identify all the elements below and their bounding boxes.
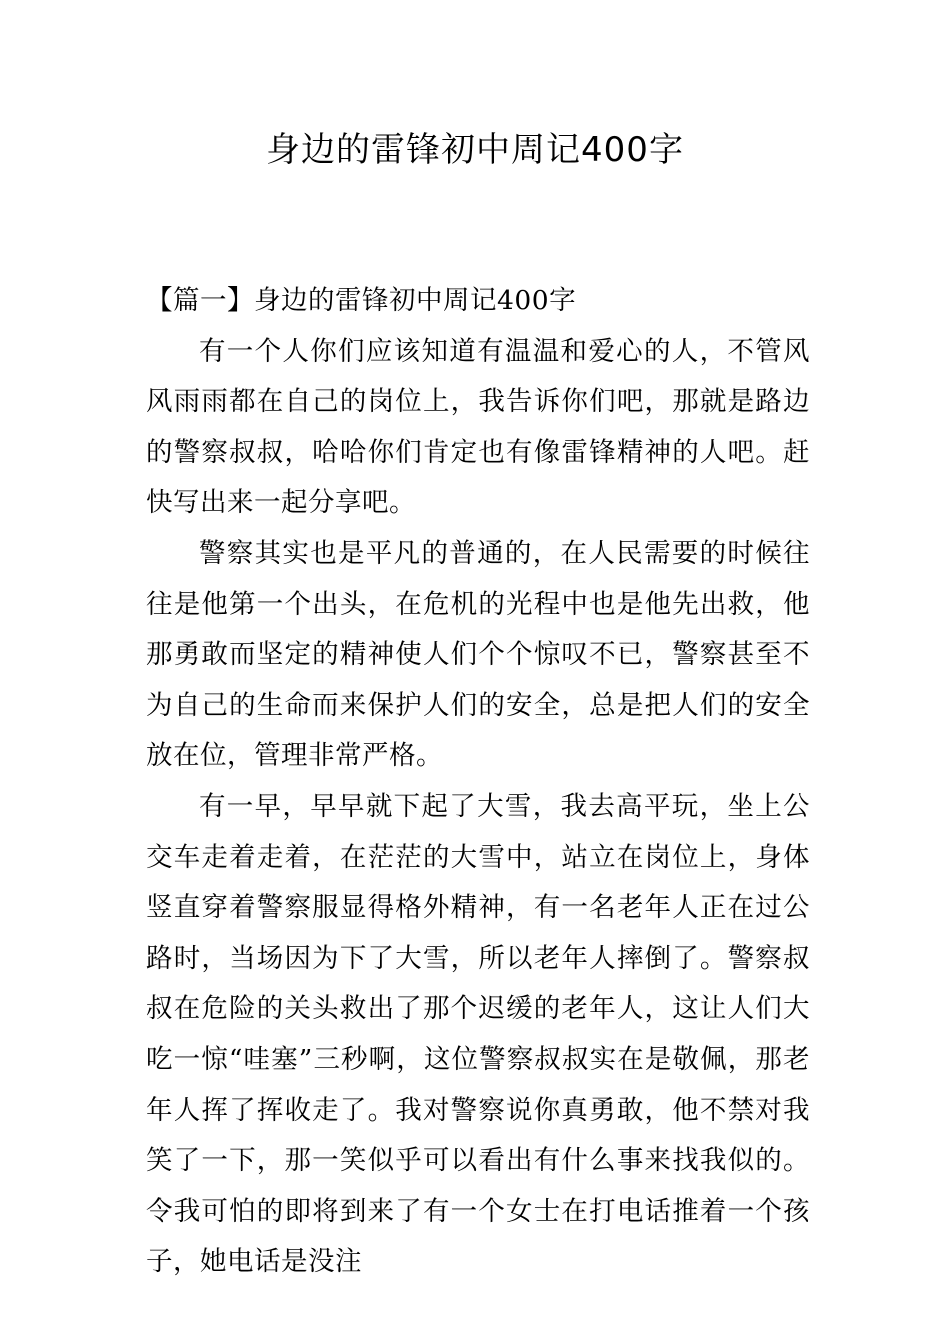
paragraph-2: 警察其实也是平凡的普通的，在人民需要的时候往往是他第一个出头，在危机的光程中也是他先出救，他那勇敢而坚定的精神使人们个个惊叹不已，警察甚至不为自己的生命而来保护人们的安全，总是把人们的安全放在位，管理非常严格。 bbox=[146, 537, 810, 772]
paragraph-3: 有一早，早早就下起了大雪，我去高平玩，坐上公交车走着走着，在茫茫的大雪中，站立在岗位上，身体竖直穿着警察服显得格外精神，有一名老年人正在过公路时，当场因为下了大雪，所以老年人摔倒了。警察叔叔在危险的关头救出了那个迟缓的老年人，这让人们大吃一惊“哇塞”三秒啊，这位警察叔叔实在是敬佩，那老年人挥了挥收走了。我对警察说你真勇敢，他不禁对我笑了一下，那一笑似乎可以看出有什么事来找我似的。令我可怕的即将到来了有一个女士在打电话推着一个孩子，她电话是没注 bbox=[146, 790, 810, 1278]
document-title: 身边的雷锋初中周记400字 bbox=[266, 130, 684, 170]
section-heading: 【篇一】身边的雷锋初中周记400字 bbox=[146, 285, 577, 316]
document-body bbox=[146, 276, 810, 1288]
paragraph-1: 有一个人你们应该知道有温温和爱心的人，不管风风雨雨都在自己的岗位上，我告诉你们吧，那就是路边的警察叔叔，哈哈你们肯定也有像雷锋精神的人吧。赶快写出来一起分享吧。 bbox=[146, 335, 810, 519]
